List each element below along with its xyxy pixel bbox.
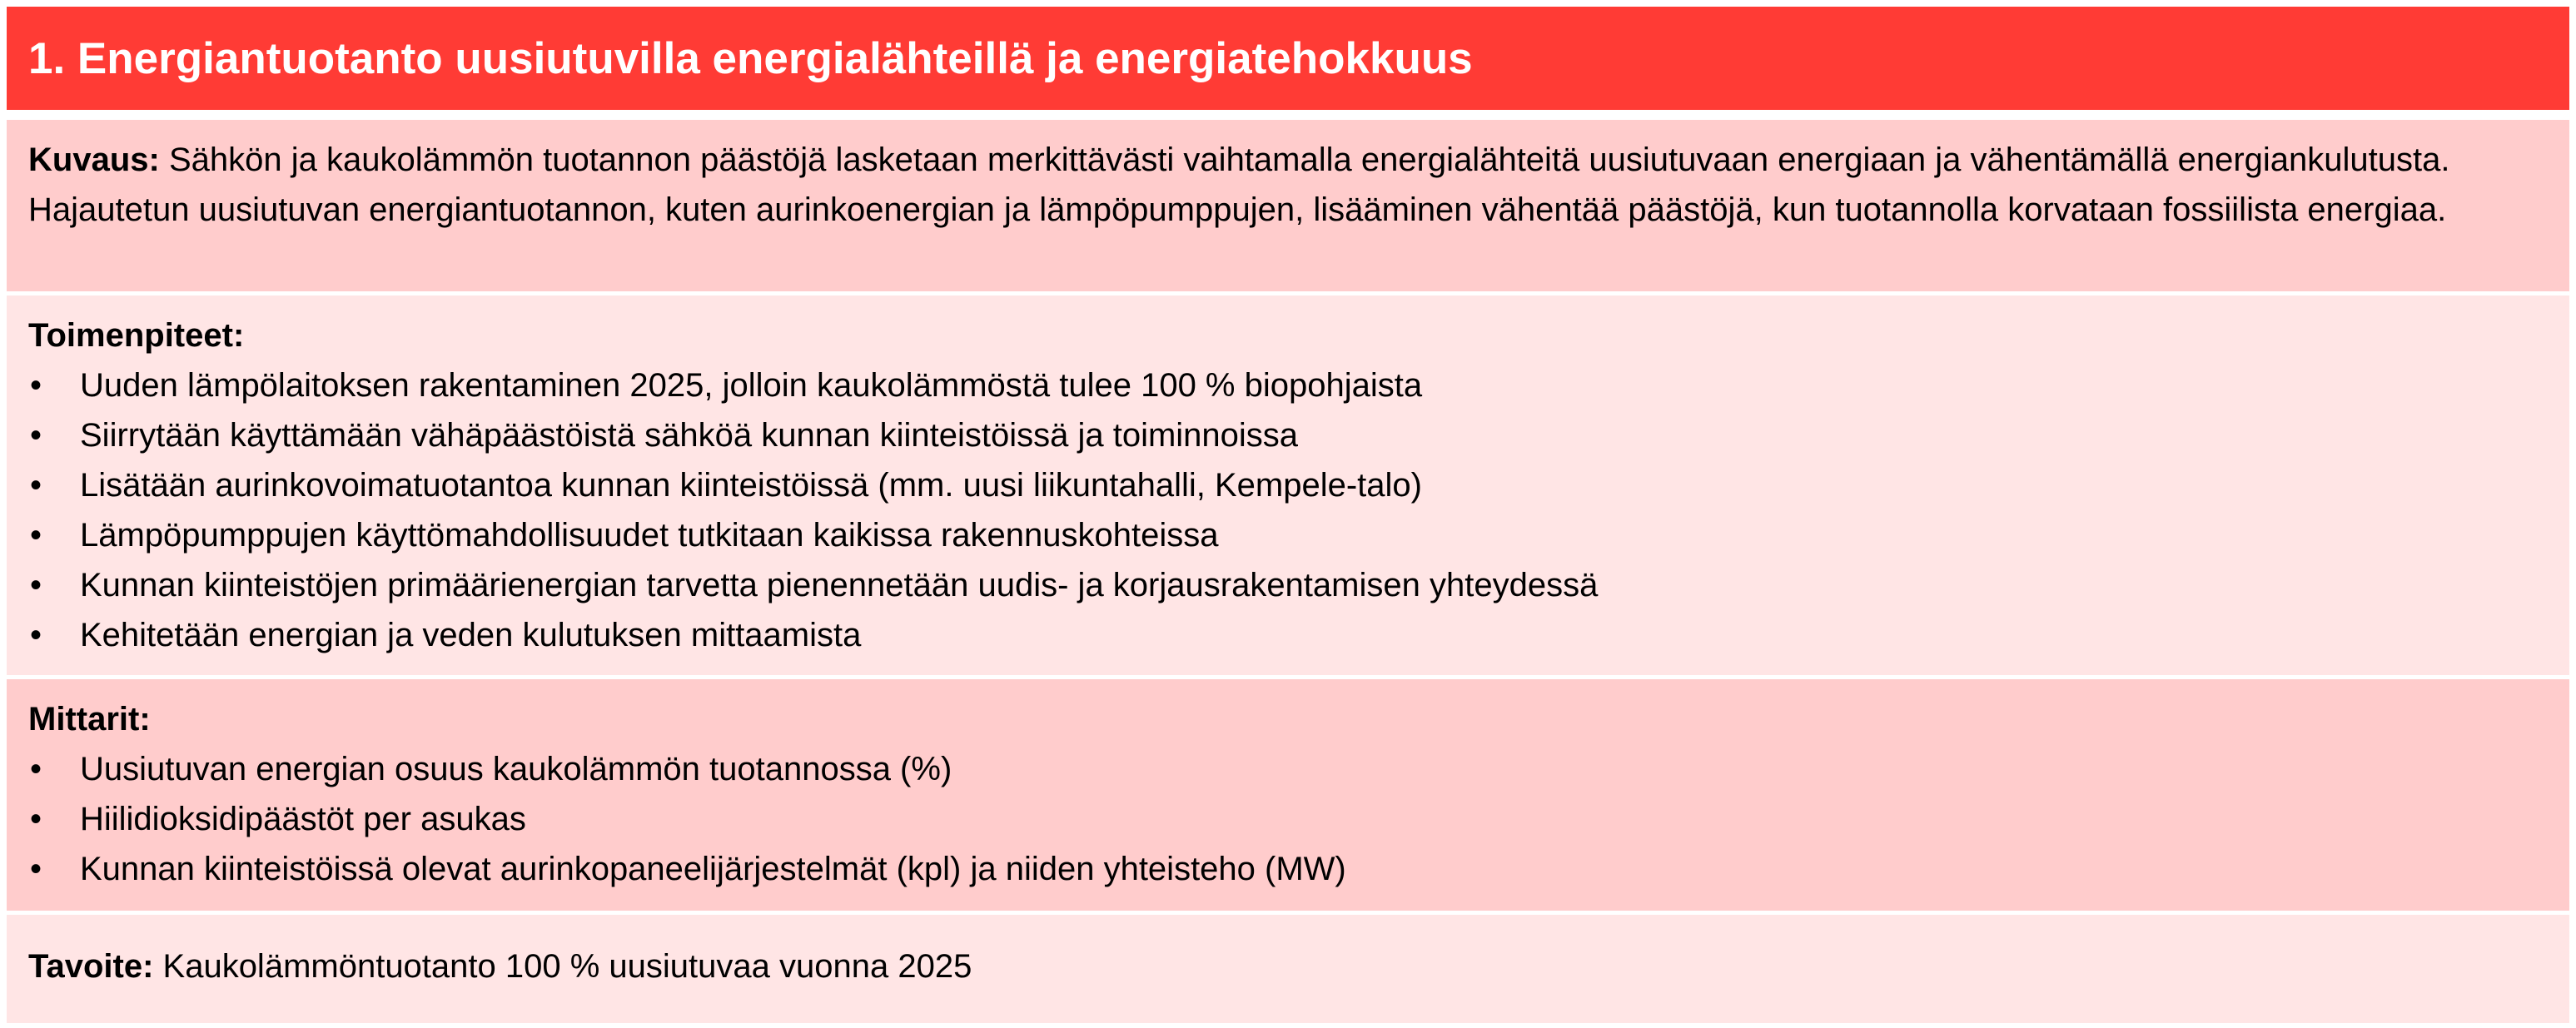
bullet-icon: • bbox=[30, 801, 42, 837]
action-text: Kunnan kiinteistöjen primäärienergian tarvetta pienennetään uudis- ja korjausrakentamisen yhteydessä bbox=[80, 567, 1599, 603]
goal-section bbox=[7, 915, 2569, 1023]
measure-table bbox=[7, 7, 2569, 1023]
bullet-icon: • bbox=[30, 851, 42, 887]
action-text: Lämpöpumppujen käyttömahdollisuudet tutkitaan kaikissa rakennuskohteissa bbox=[80, 517, 1219, 554]
description-section bbox=[7, 120, 2569, 291]
action-text: Kehitetään energian ja veden kulutuksen mittaamista bbox=[80, 617, 862, 653]
list-item bbox=[28, 560, 2548, 610]
action-text: Siirrytään käyttämään vähäpäästöistä sähköä kunnan kiinteistöissä ja toiminnoissa bbox=[80, 417, 1299, 454]
description-text: Sähkön ja kaukolämmön tuotannon päästöjä lasketaan merkittävästi vaihtamalla energialähteitä uusiutuvaan energiaan ja vähentämällä energiankulutusta. Hajautetun uusiutuvan energiantuotannon, kuten aurinkoenergian ja lämpöpumppujen, lisääminen vähentää päästöjä, kun tuotannolla korvataan fossiilista energiaa. bbox=[28, 142, 2450, 228]
actions-list bbox=[28, 360, 2548, 660]
description-label: Kuvaus: bbox=[28, 142, 160, 178]
list-item bbox=[28, 460, 2548, 510]
bullet-icon: • bbox=[30, 751, 42, 787]
bullet-icon: • bbox=[30, 617, 42, 653]
goal-text: Kaukolämmöntuotanto 100 % uusiutuvaa vuonna 2025 bbox=[162, 948, 972, 985]
meter-text: Hiilidioksidipäästöt per asukas bbox=[80, 801, 526, 837]
list-item bbox=[28, 794, 2548, 844]
bullet-icon: • bbox=[30, 467, 42, 504]
action-text: Uuden lämpölaitoksen rakentaminen 2025, jolloin kaukolämmöstä tulee 100 % biopohjaista bbox=[80, 367, 1423, 404]
table-header bbox=[7, 7, 2569, 110]
bullet-icon: • bbox=[30, 417, 42, 454]
page-title: 1. Energiantuotanto uusiutuvilla energialähteillä ja energiatehokkuus bbox=[28, 33, 1473, 83]
meters-section bbox=[7, 679, 2569, 911]
header-spacer bbox=[7, 110, 2569, 120]
list-item bbox=[28, 410, 2548, 460]
goal-label: Tavoite: bbox=[28, 948, 154, 985]
list-item bbox=[28, 610, 2548, 660]
bullet-icon: • bbox=[30, 517, 42, 554]
action-text: Lisätään aurinkovoimatuotantoa kunnan kiinteistöissä (mm. uusi liikuntahalli, Kempele-talo) bbox=[80, 467, 1422, 504]
meters-list bbox=[28, 744, 2548, 894]
meter-text: Uusiutuvan energian osuus kaukolämmön tuotannossa (%) bbox=[80, 751, 952, 787]
list-item bbox=[28, 844, 2548, 894]
list-item bbox=[28, 510, 2548, 560]
bullet-icon: • bbox=[30, 567, 42, 603]
actions-heading: Toimenpiteet: bbox=[28, 317, 245, 354]
meter-text: Kunnan kiinteistöissä olevat aurinkopaneelijärjestelmät (kpl) ja niiden yhteisteho (MW) bbox=[80, 851, 1346, 887]
list-item bbox=[28, 744, 2548, 794]
meters-heading: Mittarit: bbox=[28, 701, 151, 737]
list-item bbox=[28, 360, 2548, 410]
bullet-icon: • bbox=[30, 367, 42, 404]
actions-section bbox=[7, 295, 2569, 675]
